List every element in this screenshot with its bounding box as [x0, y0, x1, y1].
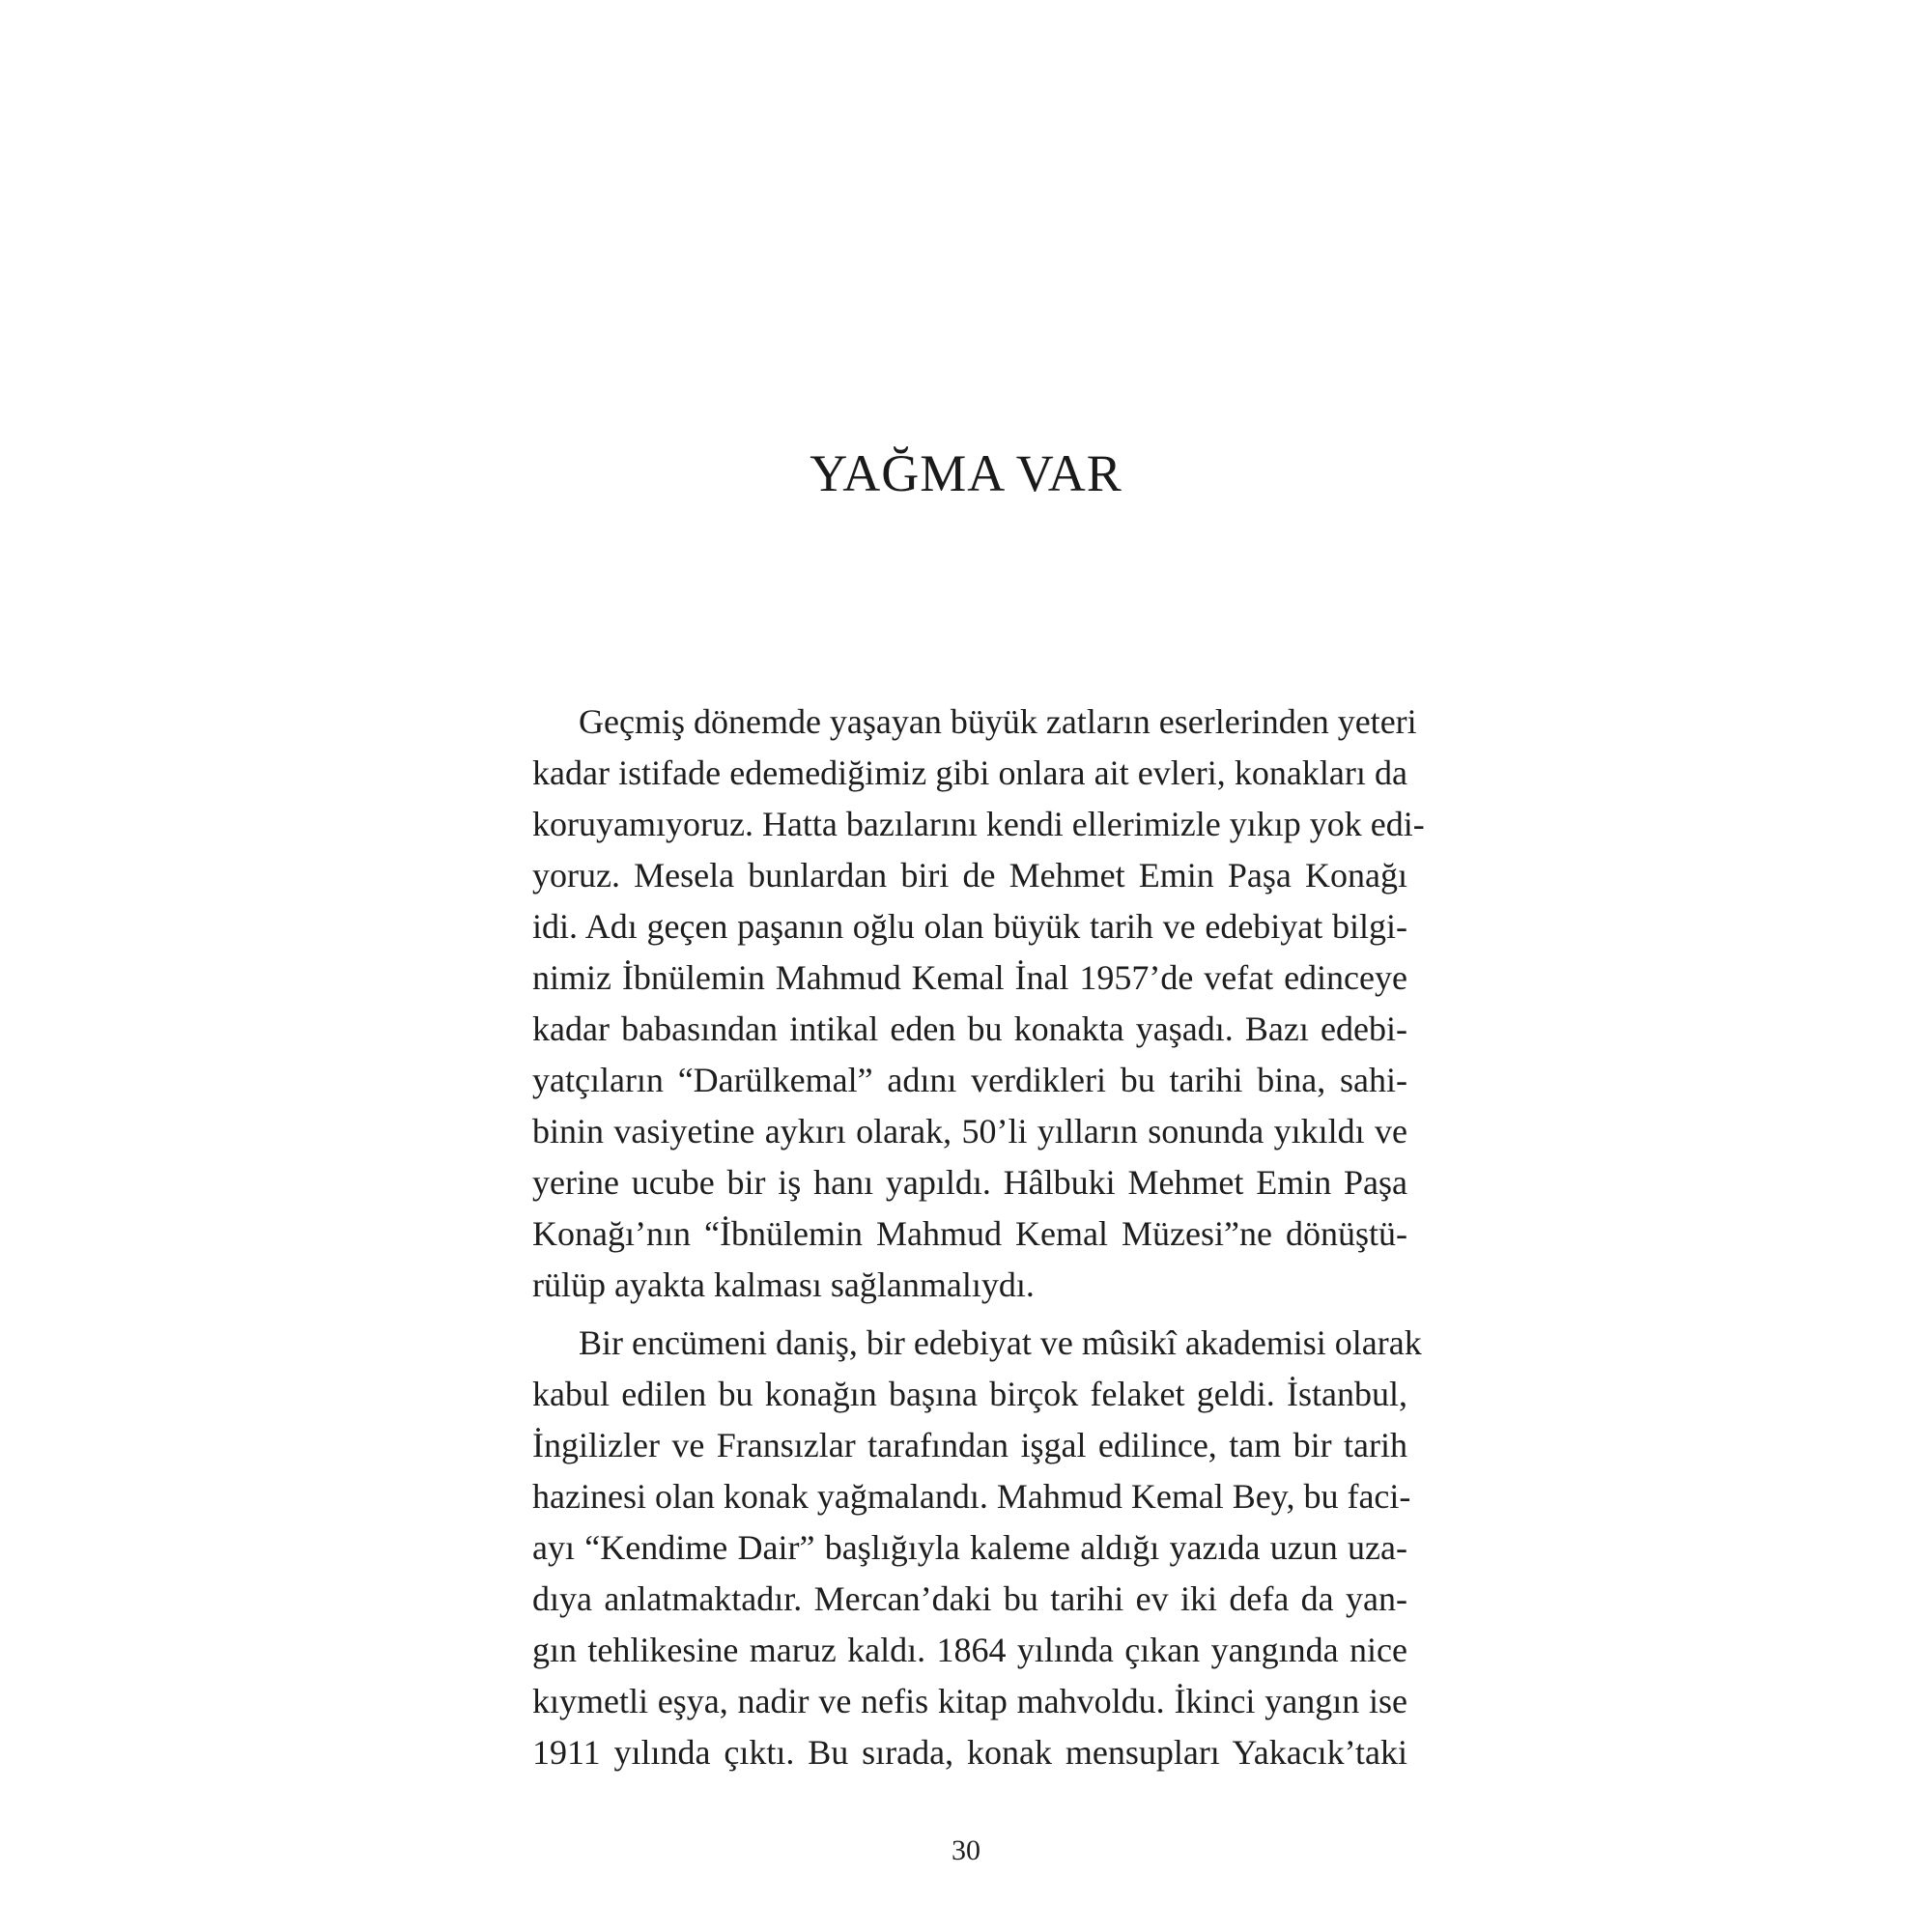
text-line: yoruz. Mesela bunlardan biri de Mehmet Emin Paşa Konağı — [532, 856, 1407, 895]
text-line: gın tehlikesine maruz kaldı. 1864 yılında çıkan yangında nice — [532, 1631, 1407, 1669]
text-line: kabul edilen bu konağın başına birçok felaket geldi. İstanbul, — [532, 1375, 1407, 1413]
text-line: ayı “Kendime Dair” başlığıyla kaleme aldığı yazıda uzun uza- — [532, 1528, 1407, 1567]
text-line: İngilizler ve Fransızlar tarafından işgal edilince, tam bir tarih — [532, 1426, 1407, 1464]
text-line: Konağı’nın “İbnülemin Mahmud Kemal Müzesi”ne dönüştü- — [532, 1214, 1407, 1253]
text-line: 1911 yılında çıktı. Bu sırada, konak mensupları Yakacık’taki — [532, 1733, 1407, 1772]
text-line: nimiz İbnülemin Mahmud Kemal İnal 1957’de vefat edinceye — [532, 958, 1407, 997]
text-line: kadar istifade edemediğimiz gibi onlara ait evleri, konakları da — [532, 753, 1407, 792]
text-line: hazinesi olan konak yağmalandı. Mahmud Kemal Bey, bu faci- — [532, 1477, 1411, 1516]
text-line: yerine ucube bir iş hanı yapıldı. Hâlbuki Mehmet Emin Paşa — [532, 1163, 1407, 1202]
text-line: kadar babasından intikal eden bu konakta yaşadı. Bazı edebi- — [532, 1009, 1407, 1048]
chapter-title: YAĞMA VAR — [810, 444, 1122, 502]
text-line: dıya anlatmaktadır. Mercan’daki bu tarihi ev iki defa da yan- — [532, 1579, 1407, 1618]
text-line: rülüp ayakta kalması sağlanmalıydı. — [532, 1265, 1035, 1304]
text-line: Bir encümeni daniş, bir edebiyat ve mûsikî akademisi olarak — [579, 1323, 1422, 1362]
text-line: kıymetli eşya, nadir ve nefis kitap mahvoldu. İkinci yangın ise — [532, 1682, 1407, 1720]
text-line: yatçıların “Darülkemal” adını verdikleri bu tarihi bina, sahi- — [532, 1061, 1407, 1099]
text-line: koruyamıyoruz. Hatta bazılarını kendi ellerimizle yıkıp yok edi- — [532, 805, 1425, 843]
text-line: idi. Adı geçen paşanın oğlu olan büyük tarih ve edebiyat bilgi- — [532, 907, 1407, 946]
page-number: 30 — [952, 1834, 980, 1866]
text-line: Geçmiş dönemde yaşayan büyük zatların eserlerinden yeteri — [579, 702, 1417, 741]
text-line: binin vasiyetine aykırı olarak, 50’li yılların sonunda yıkıldı ve — [532, 1112, 1407, 1151]
